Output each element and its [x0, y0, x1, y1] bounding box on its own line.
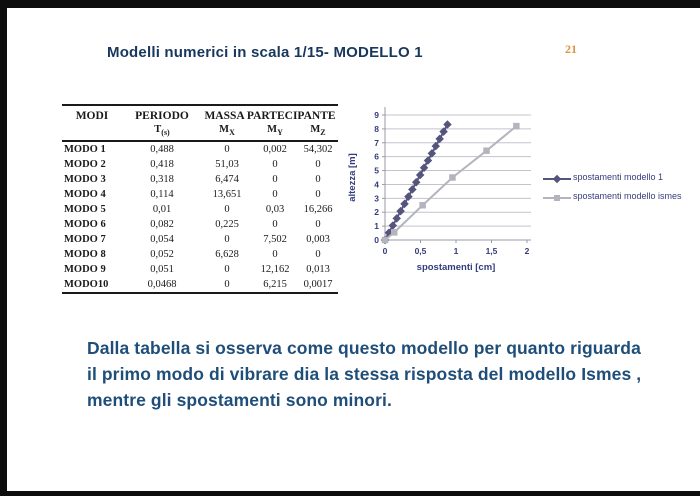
cell-value: 0	[315, 249, 321, 261]
column-subheader-my: $M_Y$	[252, 123, 298, 141]
note-line: mentre gli spostamenti sono minori.	[87, 390, 392, 410]
cell-value: 0,013	[306, 264, 330, 276]
legend-item-modello-1	[543, 172, 700, 184]
row-label: MODO 1	[64, 144, 106, 156]
table-body	[62, 141, 338, 293]
row-label: MODO 8	[64, 249, 106, 261]
cell-value: 0	[272, 189, 278, 201]
observation-note	[87, 335, 689, 413]
table-row	[62, 232, 338, 247]
cell-value: 0	[315, 219, 321, 231]
svg-text:0: 0	[382, 246, 388, 256]
column-subheader-t: $T_{(s)}$	[122, 123, 202, 141]
table-row	[62, 277, 338, 293]
cell-value: 0	[224, 144, 230, 156]
cell-value: 0,051	[150, 264, 174, 276]
table-row	[62, 187, 338, 202]
cell-value: 12,162	[260, 264, 290, 276]
row-label: MODO 2	[64, 159, 106, 171]
svg-text:2: 2	[374, 207, 379, 218]
cell-value: 0,225	[215, 219, 239, 231]
cell-value: 0	[224, 264, 230, 276]
cell-value: 0,01	[152, 204, 172, 216]
svg-text:6: 6	[374, 151, 379, 162]
svg-text:4: 4	[374, 179, 379, 190]
cell-value: 0,418	[150, 159, 174, 171]
cell-value: 54,302	[303, 144, 333, 156]
table-header	[62, 105, 338, 141]
cell-value: 0	[272, 174, 278, 186]
slide	[7, 8, 700, 491]
cell-value: 0	[272, 249, 278, 261]
svg-text:0,5: 0,5	[414, 246, 427, 256]
chart-legend	[543, 172, 700, 210]
column-subheader-mz: $M_Z$	[298, 123, 338, 141]
cell-value: 0,052	[150, 249, 174, 261]
cell-value: 0,114	[150, 189, 174, 201]
cell-value: 0	[315, 174, 321, 186]
note-line: il primo modo di vibrare dia la stessa risposta del modello Ismes ,	[87, 364, 642, 384]
cell-value: 16,266	[303, 204, 333, 216]
cell-value: 7,502	[263, 234, 287, 246]
row-label: MODO 6	[64, 219, 106, 231]
legend-swatch-diamond-icon	[543, 174, 571, 184]
cell-value: 0	[224, 204, 230, 216]
cell-value: 51,03	[215, 159, 239, 171]
cell-value: 0,03	[265, 204, 285, 216]
svg-text:2: 2	[524, 246, 530, 256]
svg-text:altezza [m]: altezza [m]	[347, 153, 358, 202]
svg-text:0: 0	[374, 235, 379, 245]
cell-value: 0,0468	[122, 277, 202, 293]
table-row	[62, 157, 338, 172]
table-row	[62, 262, 338, 277]
displacement-chart-svg	[345, 101, 545, 273]
page-number: 21	[565, 42, 577, 56]
svg-text:1,5: 1,5	[485, 246, 498, 256]
column-header-massa: MASSA PARTECIPANTE	[202, 105, 338, 123]
svg-text:3: 3	[374, 193, 379, 204]
slide-title: Modelli numerici in scala 1/15- MODELLO 1	[107, 44, 423, 61]
cell-value: 6,474	[215, 174, 239, 186]
row-label: MODO 9	[64, 264, 106, 276]
legend-label: spostamenti modello ismes	[573, 191, 682, 201]
column-header-modi: MODI	[62, 105, 122, 123]
row-label: MODO10	[62, 277, 122, 293]
column-subheader-empty	[62, 123, 122, 141]
table-row	[62, 202, 338, 217]
cell-value: 0	[202, 277, 252, 293]
legend-swatch-square-icon	[543, 193, 571, 203]
cell-value: 0,082	[150, 219, 174, 231]
svg-text:spostamenti [cm]: spostamenti [cm]	[416, 262, 496, 273]
cell-value: 0	[272, 159, 278, 171]
row-label: MODO 5	[64, 204, 106, 216]
row-label: MODO 7	[64, 234, 106, 246]
legend-label: spostamenti modello 1	[573, 172, 664, 182]
svg-text:7: 7	[374, 137, 379, 148]
cell-value: 6,215	[252, 277, 298, 293]
svg-text:8: 8	[374, 123, 379, 134]
column-subheader-mx: $M_X$	[202, 123, 252, 141]
note-line: Dalla tabella si osserva come questo modello per quanto riguarda	[87, 338, 641, 358]
displacement-chart	[345, 101, 700, 281]
table-row	[62, 217, 338, 232]
cell-value: 0,318	[150, 174, 174, 186]
table-row	[62, 141, 338, 157]
cell-value: 0,488	[150, 144, 174, 156]
svg-text:1: 1	[374, 221, 379, 232]
cell-value: 0	[315, 189, 321, 201]
cell-value: 0	[224, 234, 230, 246]
modal-analysis-table	[62, 104, 338, 294]
cell-value: 13,651	[212, 189, 242, 201]
svg-text:1: 1	[453, 246, 459, 256]
svg-text:9: 9	[374, 110, 379, 120]
cell-value: 0	[272, 219, 278, 231]
cell-value: 0	[315, 159, 321, 171]
svg-text:5: 5	[374, 165, 379, 176]
table-row	[62, 247, 338, 262]
table-row	[62, 172, 338, 187]
cell-value: 0,054	[150, 234, 174, 246]
cell-value: 0,003	[306, 234, 330, 246]
row-label: MODO 3	[64, 174, 106, 186]
cell-value: 0,002	[263, 144, 287, 156]
cell-value: 6,628	[215, 249, 239, 261]
row-label: MODO 4	[64, 189, 106, 201]
cell-value: 0,0017	[298, 277, 338, 293]
legend-item-modello-ismes	[543, 191, 700, 203]
column-header-periodo: PERIODO	[122, 105, 202, 123]
